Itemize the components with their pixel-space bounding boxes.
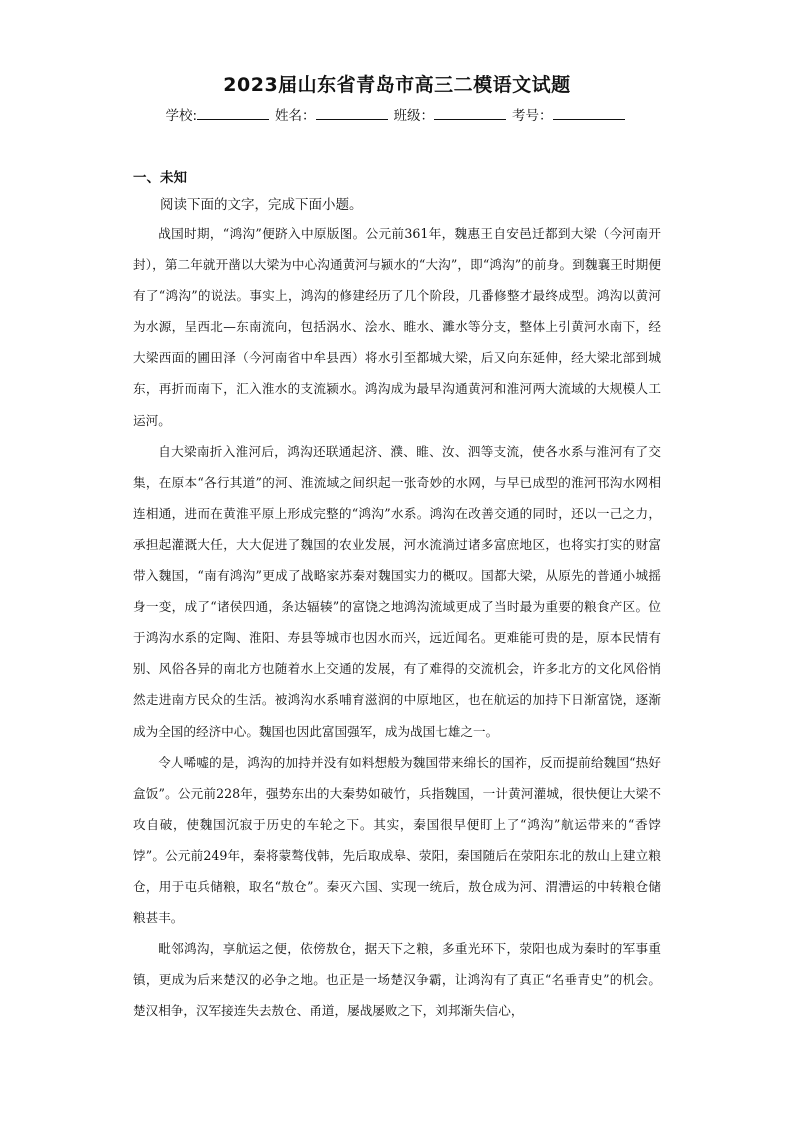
class-field (394, 104, 511, 124)
name-blank[interactable] (316, 107, 388, 120)
school-blank[interactable] (197, 107, 269, 120)
student-info-row (0, 104, 794, 124)
section-heading: 一、未知 (133, 170, 187, 186)
class-label: 班级： (393, 108, 435, 124)
class-blank[interactable] (434, 107, 506, 120)
passage-paragraph: 战国时期，“鸿沟”便跻入中原版图。公元前361年，魏惠王自安邑迁都到大梁（今河南开封），第二年就开凿以大梁为中心沟通黄河与颍水的“大沟”，即“鸿沟”的前身。到魏襄王时期便有了“鸿沟”的说法。事实上，鸿沟的修建经历了几个阶段，几番修整才最终成型。鸿沟以黄河为水源，呈西北—东南流向，包括涡水、浍水、睢水、濉水等分支，整体上引黄河水南下，经大梁西面的圃田泽（今河南省中牟县西）将水引至都城大梁，后又向东延伸，经大梁北部到城东，再折而南下，汇入淮水的支流颍水。鸿沟成为最早沟通黄河和淮河两大流域的大规模人工运河。 (133, 226, 661, 428)
reading-instruction: 阅读下面的文字，完成下面小题。 (160, 197, 363, 213)
page-title: 2023届山东省青岛市高三二模语文试题 (223, 74, 571, 96)
school-label: 学校: (165, 108, 198, 124)
exam-number-field (512, 104, 629, 124)
name-field (275, 104, 392, 124)
reading-passage (133, 218, 661, 1026)
passage-paragraph: 毗邻鸿沟，享航运之便，依傍敖仓，据天下之粮，多重光环下，荥阳也成为秦时的军事重镇，更成为后来楚汉的必争之地。也正是一场楚汉争霸，让鸿沟有了真正“名垂青史”的机会。楚汉相争，汉军接连失去敖仓、甬道，屡战屡败之下，刘邦渐失信心， (133, 941, 661, 1019)
passage-paragraph: 自大梁南折入淮河后，鸿沟还联通起济、濮、睢、汝、泗等支流，使各水系与淮河有了交集，在原本“各行其道”的河、淮流域之间织起一张奇妙的水网，与早已成型的淮河邗沟水网相连相通，进而在黄淮平原上形成完整的“鸿沟”水系。鸿沟在改善交通的同时，还以一己之力，承担起灌溉大任，大大促进了魏国的农业发展，河水流淌过诸多富庶地区，也将实打实的财富带入魏国，“南有鸿沟”更成了战略家苏秦对魏国实力的概叹。国都大梁，从原先的普通小城摇身一变，成了“诸侯四通，条达辐辏”的富饶之地鸿沟流域更成了当时最为重要的粮食产区。位于鸿沟水系的定陶、淮阳、寿县等城市也因水而兴，远近闻名。更难能可贵的是，原本民情有别、风俗各异的南北方也随着水上交通的发展，有了难得的交流机会，许多北方的文化风俗悄然走进南方民众的生活。被鸿沟水系哺育滋润的中原地区，也在航运的加持下日渐富饶，逐渐成为全国的经济中心。魏国也因此富国强军，成为战国七雄之一。 (133, 443, 661, 739)
exam-number-label: 考号： (512, 108, 553, 124)
passage-paragraph: 令人唏嘘的是，鸿沟的加持并没有如料想般为魏国带来绵长的国祚，反而提前给魏国“热好盒饭”。公元前228年，强势东出的大秦势如破竹，兵指魏国，一计黄河灌城，很快便让大梁不攻自破，使魏国沉寂于历史的车轮之下。其实，秦国很早便盯上了“鸿沟”航运带来的“香饽饽”。公元前249年，秦将蒙骜伐韩，先后取成皋、荥阳，秦国随后在荥阳东北的敖山上建立粮仓，用于屯兵储粮，取名“敖仓”。秦灭六国、实现一统后，敖仓成为河、渭漕运的中转粮仓储粮甚丰。 (133, 754, 661, 926)
exam-number-blank[interactable] (553, 107, 625, 120)
school-field (165, 104, 273, 124)
name-label: 姓名： (275, 108, 316, 124)
